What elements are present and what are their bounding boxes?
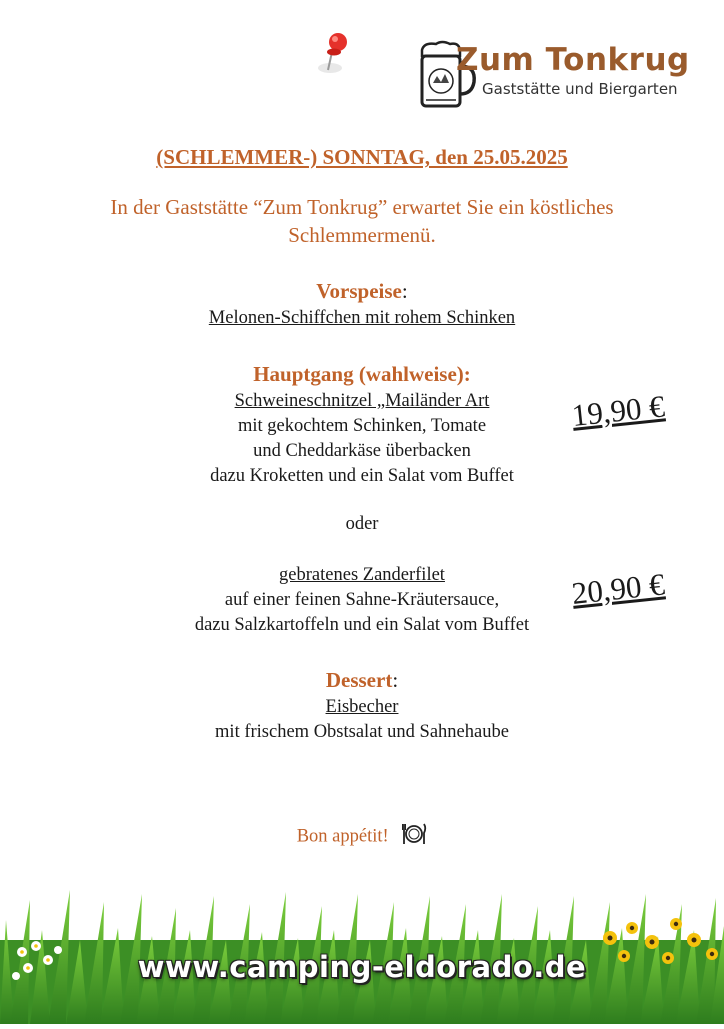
logo-title: Zum Tonkrug bbox=[456, 42, 690, 78]
main-option2-name: gebratenes Zanderfilet bbox=[279, 565, 445, 585]
or-separator: oder bbox=[345, 514, 379, 534]
pushpin-icon bbox=[318, 30, 354, 78]
starter-dish: Melonen-Schiffchen mit rohem Schinken bbox=[208, 308, 516, 328]
starter-section bbox=[0, 279, 724, 331]
intro-text bbox=[0, 193, 724, 249]
main-option1-name: Schweineschnitzel „Mailänder Art bbox=[234, 391, 490, 411]
dessert-title: Dessert bbox=[325, 668, 393, 692]
intro-line-1: In der Gaststätte “Zum Tonkrug” erwartet Sie ein köstliches bbox=[110, 195, 614, 219]
main-title: Hauptgang (wahlweise): bbox=[253, 362, 471, 386]
price-option2: 20,90 € bbox=[570, 566, 667, 611]
dessert-line2: mit frischem Obstsalat und Sahnehaube bbox=[215, 722, 509, 742]
logo-subtitle: Gaststätte und Biergarten bbox=[482, 80, 678, 98]
main-option1-line4: dazu Kroketten und ein Salat vom Buffet bbox=[210, 466, 514, 486]
intro-line-2: Schlemmermenü. bbox=[288, 223, 436, 247]
price-option1: 19,90 € bbox=[570, 388, 667, 433]
main-option1-line2: mit gekochtem Schinken, Tomate bbox=[237, 416, 487, 436]
main-option2-line2: auf einer feinen Sahne-Kräutersauce, bbox=[224, 590, 500, 610]
website-url: www.camping-eldorado.de bbox=[137, 950, 587, 984]
logo bbox=[414, 40, 694, 112]
bon-appetit-text: Bon appétit! bbox=[296, 826, 389, 847]
dessert-name: Eisbecher bbox=[325, 697, 399, 717]
date-heading: (SCHLEMMER-) SONNTAG, den 25.05.2025 bbox=[156, 145, 568, 169]
closing bbox=[0, 822, 724, 852]
main-option2-line3: dazu Salzkartoffeln und ein Salat vom Buffet bbox=[194, 615, 530, 635]
starter-colon: : bbox=[401, 279, 408, 303]
main-option1-line3: und Cheddarkäse überbacken bbox=[253, 441, 471, 461]
plate-cutlery-icon bbox=[401, 822, 427, 852]
starter-title: Vorspeise bbox=[316, 279, 402, 303]
dessert-section bbox=[0, 668, 724, 745]
dessert-colon: : bbox=[392, 668, 399, 692]
